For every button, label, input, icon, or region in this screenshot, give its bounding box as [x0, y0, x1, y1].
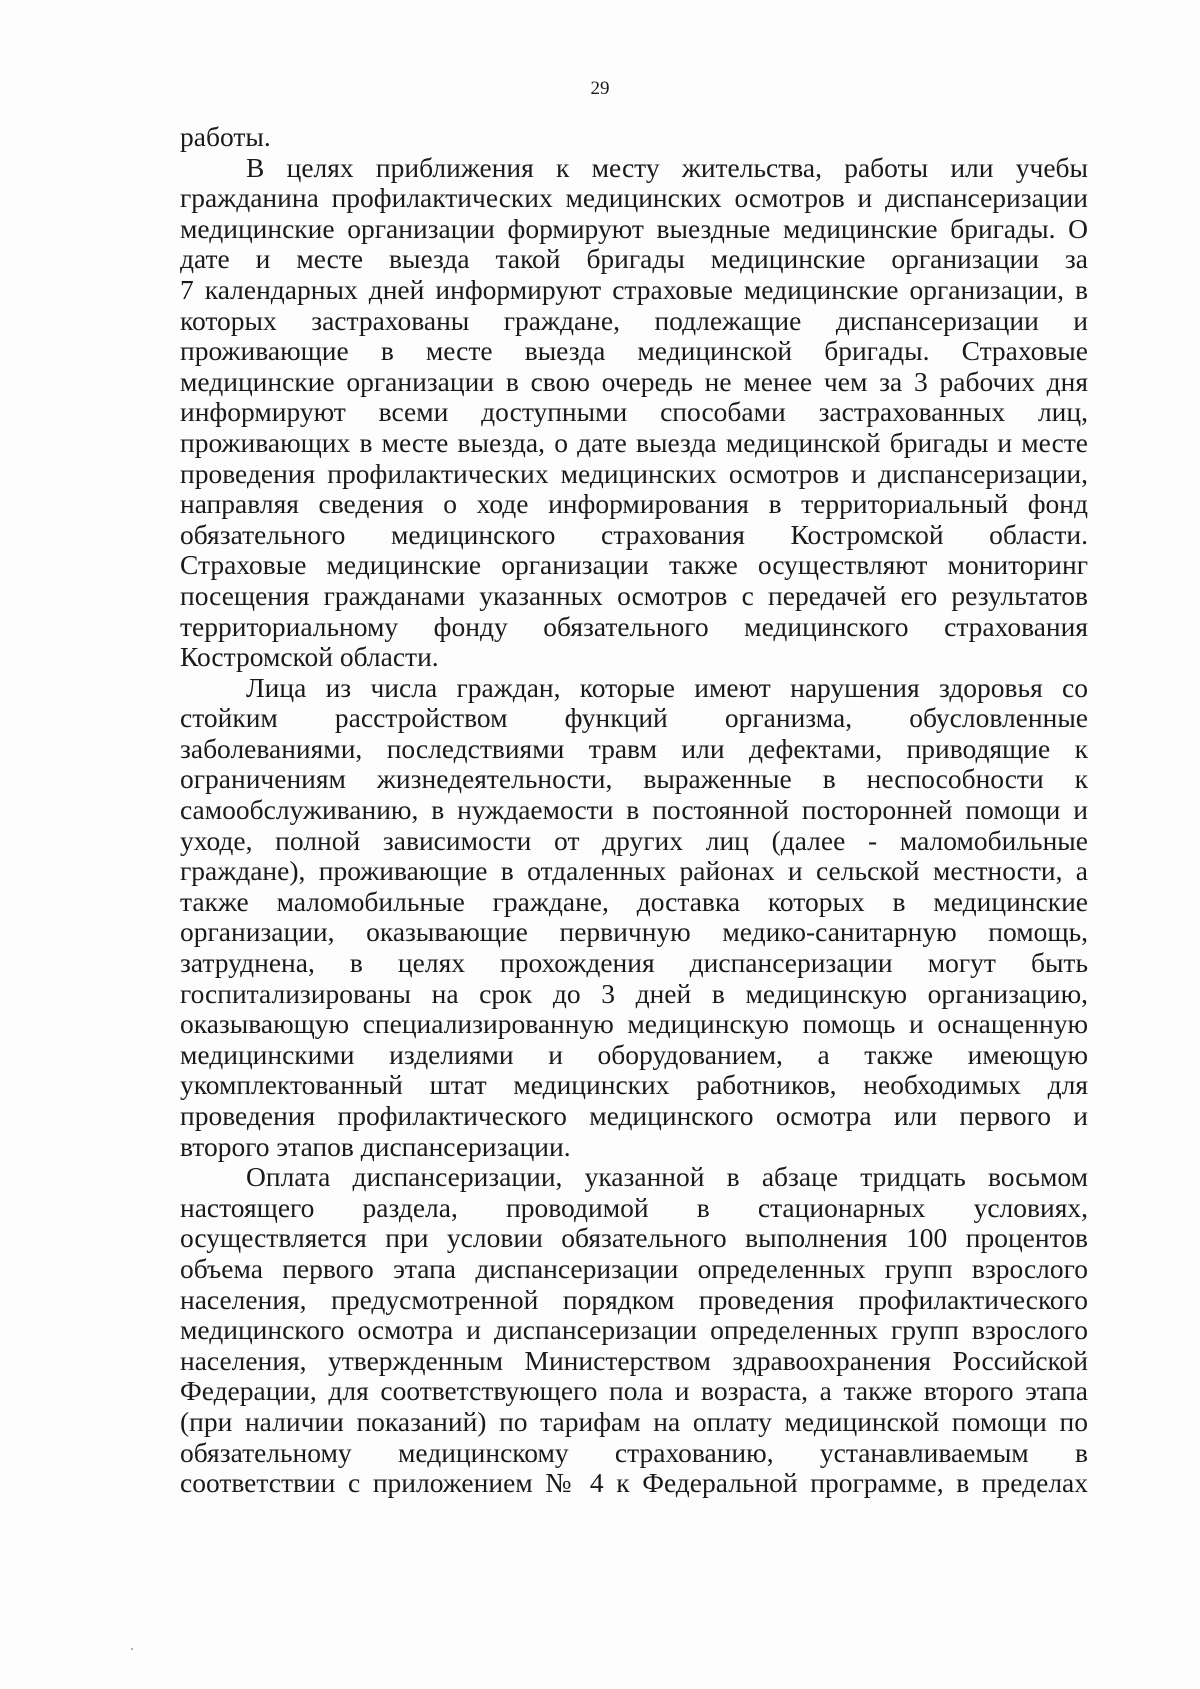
text-line: проживающих в месте выезда, о дате выезда медицинской бригады и месте [180, 426, 1088, 458]
text-line: затруднена, в целях прохождения диспансеризации могут быть [180, 947, 1088, 979]
text-line: посещения гражданами указанных осмотров с передачей его результатов [180, 579, 1088, 611]
text-line: ограничениям жизнедеятельности, выраженные в неспособности к [180, 763, 1088, 795]
text-line: проведения профилактического медицинского осмотра или первого и [180, 1100, 1088, 1131]
text-line: Костромской области. [180, 641, 439, 673]
text-line: Оплата диспансеризации, указанной в абзаце тридцать восьмом [246, 1161, 1088, 1193]
body-text [180, 122, 1088, 1499]
text-line: медицинские организации в свою очередь не менее чем за 3 рабочих дня [180, 365, 1088, 397]
text-line: граждане), проживающие в отдаленных районах и сельской местности, а [180, 855, 1088, 887]
text-line: соответствии с приложением № 4 к Федеральной программе, в пределах [180, 1467, 1088, 1499]
text-line: проживающие в месте выезда медицинской бригады. Страховые [180, 335, 1088, 367]
text-line: направляя сведения о ходе информирования в территориальный фонд [180, 488, 1088, 520]
text-line: Страховые медицинские организации также осуществляют мониторинг [180, 549, 1088, 581]
text-line: (при наличии показаний) по тарифам на оплату медицинской помощи по [180, 1405, 1088, 1437]
text-line: стойким расстройством функций организма, обусловленные [180, 702, 1088, 734]
text-line: также маломобильные граждане, доставка которых в медицинские [180, 885, 1088, 917]
text-line: медицинского осмотра и диспансеризации определенных групп взрослого [180, 1314, 1088, 1346]
text-line: укомплектованный штат медицинских работников, необходимых для [180, 1069, 1088, 1101]
text-line: населения, предусмотренной порядком проведения профилактического [180, 1283, 1088, 1315]
text-line: объема первого этапа диспансеризации определенных групп взрослого [180, 1252, 1088, 1284]
text-line: настоящего раздела, проводимой в стационарных условиях, [180, 1191, 1088, 1223]
text-line: организации, оказывающие первичную медико-санитарную помощь, [180, 916, 1088, 948]
text-line: 7 календарных дней информируют страховые медицинские организации, в [180, 273, 1088, 305]
text-line: второго этапов диспансеризации. [180, 1130, 571, 1162]
scan-speck [131, 1648, 133, 1650]
text-line: заболеваниями, последствиями травм или дефектами, приводящие к [180, 732, 1088, 764]
text-line: уходе, полной зависимости от других лиц (далее - маломобильные [180, 824, 1088, 856]
text-line: Федерации, для соответствующего пола и возраста, а также второго этапа [180, 1375, 1088, 1407]
text-line: населения, утвержденным Министерством здравоохранения Российской [180, 1344, 1088, 1376]
page-number: 29 [590, 78, 610, 99]
text-line: оказывающую специализированную медицинскую помощь и оснащенную [180, 1008, 1088, 1040]
text-line: Лица из числа граждан, которые имеют нарушения здоровья со [246, 671, 1088, 703]
text-line: гражданина профилактических медицинских осмотров и диспансеризации [180, 182, 1088, 214]
text-line: осуществляется при условии обязательного выполнения 100 процентов [180, 1222, 1088, 1254]
text-line: которых застрахованы граждане, подлежащие диспансеризации и [180, 304, 1088, 336]
text-line: информируют всеми доступными способами застрахованных лиц, [180, 396, 1088, 428]
text-line: дате и месте выезда такой бригады медицинские организации за [180, 243, 1088, 275]
text-line: территориальному фонду обязательного медицинского страхования [180, 610, 1088, 642]
text-line: В целях приближения к месту жительства, работы или учебы [246, 151, 1088, 183]
text-line: проведения профилактических медицинских осмотров и диспансеризации, [180, 457, 1088, 489]
text-line: медицинские организации формируют выездные медицинские бригады. О [180, 212, 1088, 244]
text-line: обязательному медицинскому страхованию, устанавливаемым в [180, 1436, 1088, 1468]
text-line: медицинскими изделиями и оборудованием, а также имеющую [180, 1038, 1088, 1070]
text-line: госпитализированы на срок до 3 дней в медицинскую организацию, [180, 977, 1088, 1009]
text-line: работы. [180, 121, 271, 152]
text-line: обязательного медицинского страхования Костромской области. [180, 518, 1088, 550]
text-line: самообслуживанию, в нуждаемости в постоянной посторонней помощи и [180, 794, 1088, 826]
